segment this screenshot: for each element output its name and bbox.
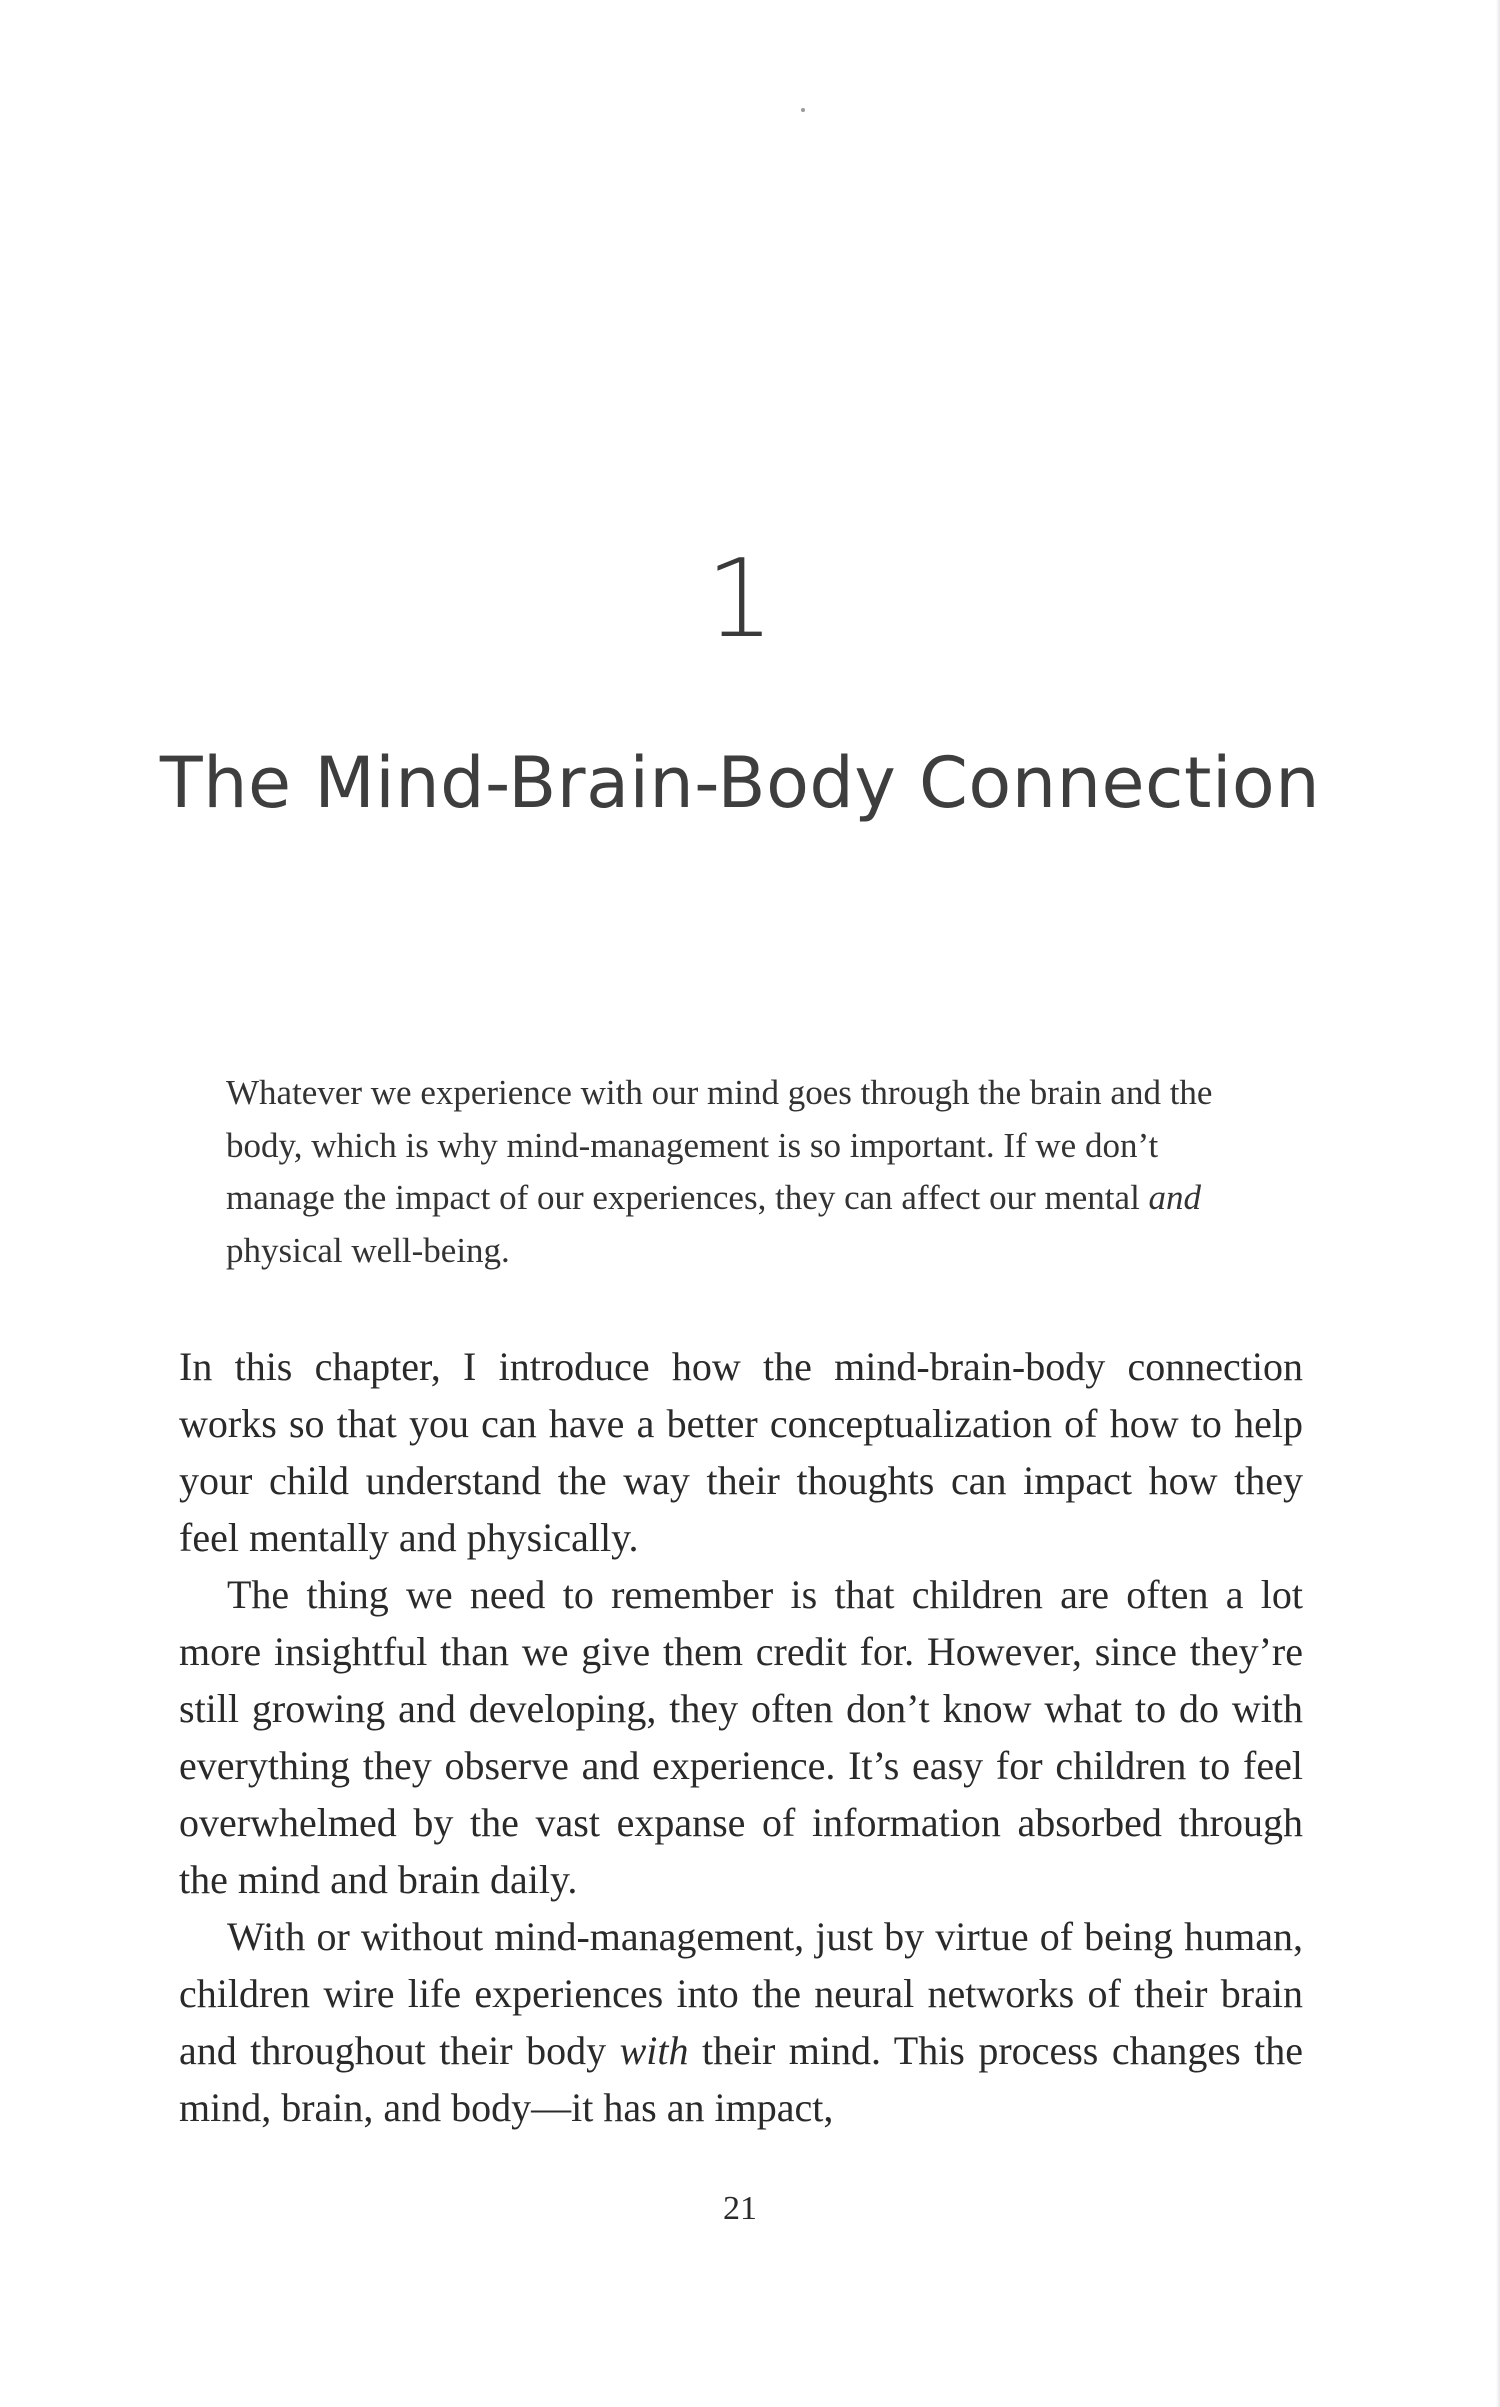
body-text <box>179 1338 1303 2136</box>
paragraph-emphasis: with <box>619 2028 689 2073</box>
paragraph: In this chapter, I introduce how the mind-brain-body connection works so that you can have a better conceptualization of how to help your child understand the way their thoughts can impact how they feel mentally and physically. <box>179 1344 1303 1560</box>
epigraph-text: Whatever we experience with our mind goes through the brain and the body, which is why mind-management is so important. If we don’t manage the impact of our experiences, they can affect our mental <box>226 1073 1213 1217</box>
epigraph-emphasis: and <box>1148 1178 1202 1217</box>
paragraph: The thing we need to remember is that children are often a lot more insightful than we give them credit for. However, since they’re still growing and developing, they often don’t know what to do with everything they observe and experience. It’s easy for children to feel overwhelmed by the vast expanse of information absorbed through the mind and brain daily. <box>179 1572 1303 1902</box>
page-edge <box>1496 0 1500 2407</box>
chapter-title: The Mind-Brain-Body Connection <box>159 742 1321 824</box>
epigraph-text-end: physical well-being. <box>226 1230 510 1270</box>
paragraph <box>179 1908 1303 2136</box>
scan-speck <box>801 108 805 112</box>
paragraph-text: With or without mind-management, just by virtue of being human, children wire life experiences into the neural networks of their brain and throughout their body <box>179 1914 1303 2073</box>
chapter-number: 1 <box>705 537 775 662</box>
paragraph-text-end: their mind. This process changes the mind, brain, and body—it has an impact, <box>179 2028 1304 2130</box>
epigraph <box>226 1067 1266 1277</box>
page-number: 21 <box>723 2190 757 2227</box>
